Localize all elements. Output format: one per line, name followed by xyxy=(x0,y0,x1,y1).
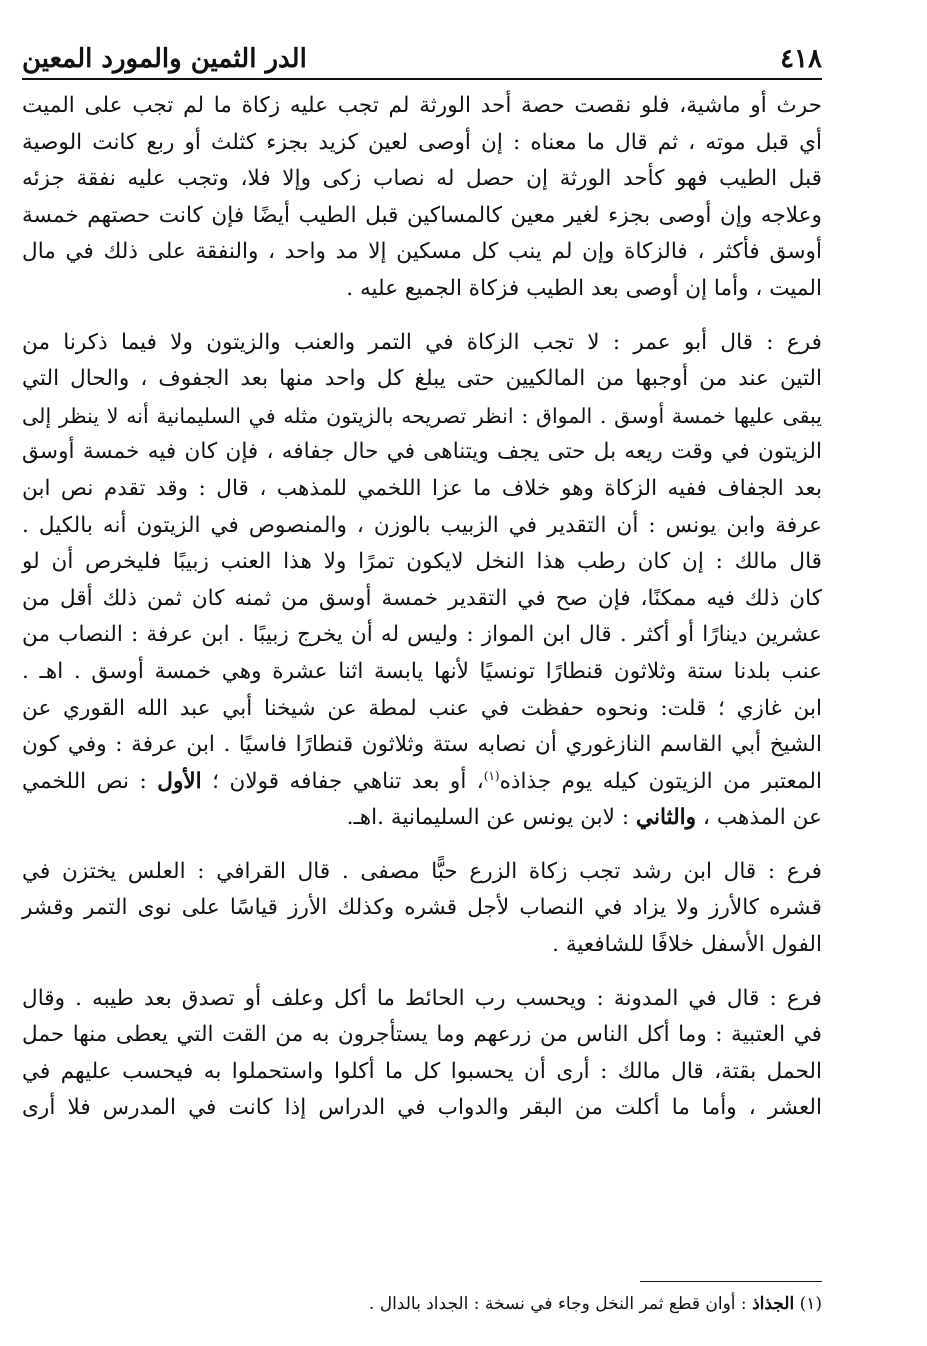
text-segment: ، أو بعد تناهي جفافه قولان ؛ xyxy=(212,768,484,794)
text-line: فرع : قال أبو عمر : لا تجب الزكاة في التمر والعنب والزيتون ولا فيما ذكرنا من xyxy=(22,329,822,355)
book-title: الدر الثمين والمورد المعين xyxy=(22,44,307,74)
paragraph xyxy=(22,325,822,837)
paragraph xyxy=(22,88,822,308)
text-line: كان ذلك فيه ممكنًا، فإن صح في التقدير خمسة أوسق من ثمنه كان ثمن ذلك أقل من xyxy=(22,585,822,611)
footnote-rule xyxy=(640,1281,822,1282)
text-line: في العتبية : وما أكل الناس من زرعهم وما يستأجرون به من القت التي يعطى منها حمل xyxy=(22,1022,822,1048)
text-line xyxy=(22,764,822,801)
text-line: قبل الطيب فهو كأحد الورثة إن حصل له نصاب زكى وإلا فلا، وتجب عليه نفقة جزئه xyxy=(22,166,822,192)
text-line: ابن غازي ؛ قلت: ونحوه حفظت في عنب لمطة عن شيخنا أبي عبد الله القوري عن xyxy=(22,695,822,721)
text-line: أوسق فأكثر ، فالزكاة وإن لم ينب كل مسكين إلا مد واحد ، والنفقة على ذلك في مال xyxy=(22,239,822,265)
footnote-marker: (١) xyxy=(483,768,500,783)
text-segment: : نص اللخمي xyxy=(22,768,147,794)
footnote-number: (١) xyxy=(799,1294,822,1314)
bold-term: والثاني xyxy=(635,805,697,831)
running-header xyxy=(22,34,822,74)
text-line: قال مالك : إن كان رطب هذا النخل لايكون تمرًا ولا هذا العنب زبيبًا فليخرص أن لو xyxy=(22,549,822,575)
text-segment: المعتبر من الزيتون كيله يوم جذاذه xyxy=(499,768,822,794)
paragraph xyxy=(22,981,822,1127)
footnote xyxy=(22,1290,822,1318)
text-line: الشيخ أبي القاسم النازغوري أن نصابه ستة وثلاثون قنطارًا فاسيًا . ابن عرفة : وفي كون xyxy=(22,732,822,758)
text-line: أي قبل موته ، ثم قال ما معناه : إن أوصى لعين كزيد بجزء كثلث أو ربع كانت الوصية xyxy=(22,129,822,155)
text-line: حرث أو ماشية، فلو نقصت حصة أحد الورثة لم تجب عليه زكاة ما لم تجب على الميت xyxy=(22,93,822,118)
text-segment: عن المذهب ، xyxy=(702,805,822,831)
paragraph xyxy=(22,854,822,964)
text-line: العشر ، وأما ما أكلت من البقر والدواب في الدراس إذا كانت في المدرس فلا أرى xyxy=(22,1095,822,1121)
text-segment: : لابن يونس عن السليمانية .اهـ. xyxy=(346,805,630,831)
footnote-text: : أوان قطع ثمر النخل وجاء في نسخة : الجداد بالدال . xyxy=(368,1294,747,1314)
page-number: ٤١٨ xyxy=(780,44,822,74)
text-line: وعلاجه وإن أوصى بجزء لغير معين كالمساكين قبل الطيب أيضًا فإن كانت حصتهم خمسة xyxy=(22,202,822,228)
text-line: التين عند من أوجبها من المالكيين حتى يبلغ كل واحد منها بعد الجفوف ، والحال التي xyxy=(22,366,822,392)
text-line: عنب بلدنا ستة وثلاثون قنطارًا تونسيًا لأنها يابسة اثنا عشرة وهي خمسة أوسق . اهـ . xyxy=(22,658,822,684)
text-line: يبقى عليها خمسة أوسق . المواق : انظر تصريحه بالزيتون مثله في السليمانية أنه لا ينظر إلى xyxy=(22,403,822,428)
text-line: الفول الأسفل خلافًا للشافعية . xyxy=(552,932,822,958)
text-line: قشره كالأرز ولا يزاد في النصاب لأجل قشره وكذلك الأرز قياسًا على نوى التمر وقشر xyxy=(22,895,822,921)
text-line: فرع : قال ابن رشد تجب زكاة الزرع حبًّا مصفى . قال القرافي : العلس يختزن في xyxy=(22,858,822,884)
text-line: الميت ، وأما إن أوصى بعد الطيب فزكاة الجميع عليه . xyxy=(346,275,822,301)
main-text xyxy=(22,88,822,1144)
footnote-term: الجذاذ xyxy=(752,1294,795,1314)
header-rule xyxy=(22,78,822,80)
text-line: عشرين دينارًا أو أكثر . قال ابن المواز : وليس له أن يخرج زبيبًا . ابن عرفة : النصاب من xyxy=(22,622,822,648)
text-line: فرع : قال في المدونة : ويحسب رب الحائط ما أكل وعلف أو تصدق بعد طيبه . وقال xyxy=(22,985,822,1011)
text-line: عرفة وابن يونس : أن التقدير في الزبيب بالوزن ، والمنصوص في الزيتون أنه بالكيل . xyxy=(22,512,822,538)
bold-term: الأول xyxy=(157,768,202,794)
text-line: الزيتون في وقت ريعه بل حتى يجف ويتناهى في حال جفافه ، فإن كان فيه خمسة أوسق xyxy=(22,439,822,465)
text-line: الحمل بقتة، قال مالك : أرى أن يحسبوا كل ما أكلوا واستحملوا به فيحسب عليهم في xyxy=(22,1058,822,1084)
text-line xyxy=(22,800,822,837)
text-line: بعد الجفاف ففيه الزكاة وهو خلاف ما عزا اللخمي للمذهب ، قال : وقد تقدم نص ابن xyxy=(22,475,822,501)
